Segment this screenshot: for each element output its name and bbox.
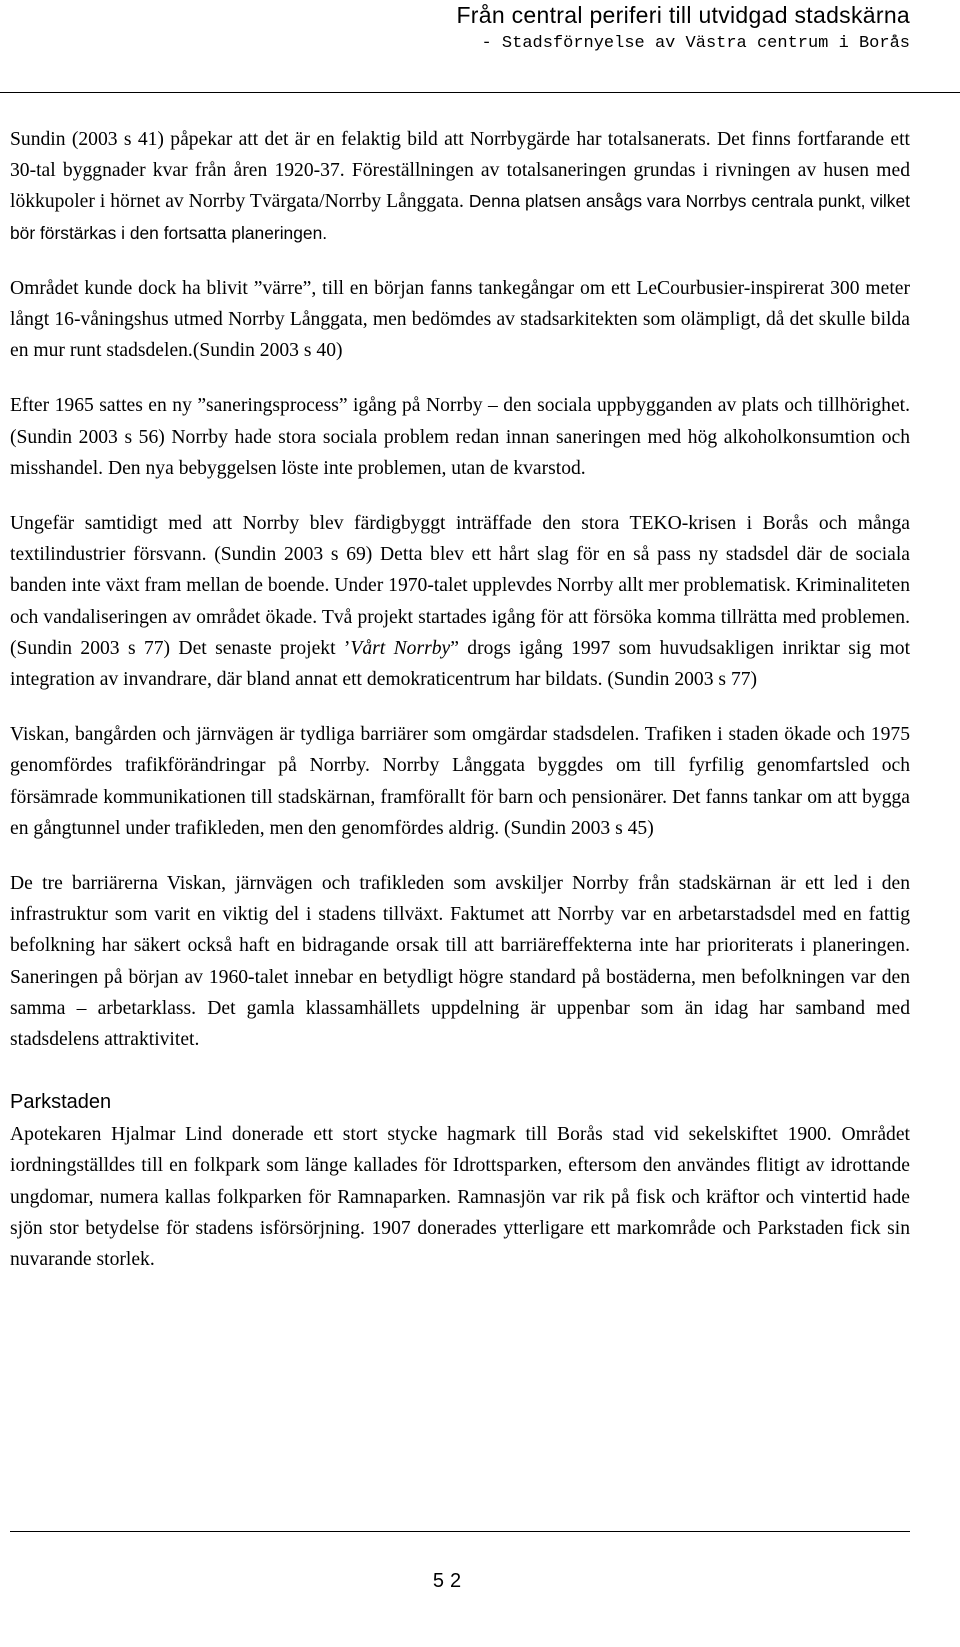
document-subtitle: - Stadsförnyelse av Västra centrum i Borås: [481, 34, 910, 53]
paragraph-teko-krisen: [10, 508, 910, 695]
document-title: Från central periferi till utvidgad stadskärna: [456, 2, 910, 28]
section-heading-parkstaden: Parkstaden: [10, 1091, 112, 1114]
page-header: [0, 0, 960, 96]
paragraph-sundin-totalsanering: [10, 124, 910, 249]
paragraph-parkstaden: Apotekaren Hjalmar Lind donerade ett stort stycke hagmark till Borås stad vid sekelskiftet 1900. Området iordningställdes till en folkpark som länge kallades för Idrottsparken, eftersom den användes flitigt av idrottande ungdomar, numera kallas folkparken för Ramnaparken. Ramnasjön var rik på fisk och kräftor och vintertid hade sjön stor betydelse för stadens isförsörjning. 1907 donerades ytterligare ett markområde och Parkstaden fick sin nuvarande storlek.: [10, 1124, 910, 1271]
paragraph-text: Ungefär samtidigt med att Norrby blev färdigbyggt inträffade den stora TEKO-krisen i Borås och många textilindustrier försvann. (Sundin 2003 s 69) Detta blev ett hårt slag för en så pass ny stadsdel där de sociala banden inte växt fram mellan de boende. Under 1970-talet upplevdes Norrby allt mer problematisk. Kriminaliteten och vandaliseringen av området ökade. Två projekt startades igång för att försöka komma tillrätta med problemen. (Sundin 2003 s 77) Det senaste projekt ’: [10, 513, 910, 659]
paragraph-text: ” drogs igång 1997 som huvudsakligen inriktar sig mot integration av invandrare, där bland annat ett demokraticentrum har bildats. (Sundin 2003 s 77): [10, 637, 911, 691]
paragraph-tre-barriarer: De tre barriärerna Viskan, järnvägen och trafikleden som avskiljer Norrby från stadskärnan är ett led i den infrastruktur som varit en viktig del i stadens tillväxt. Faktumet att Norrby var en arbetarstadsdel med en fattig befolkning har säkert också haft en bidragande orsak till att barriäreffekterna inte har prioriterats i planeringen. Saneringen på början av 1960-talet innebar en betydligt högre standard på bostäderna, men befolkningen var den samma – arbetarklass. Det gamla klassamhällets uppdelning är uppenbar som än idag har samband med stadsdelens attraktivitet.: [10, 873, 910, 1051]
page-number: 52: [432, 1570, 468, 1592]
paragraph-text-sans: Denna platsen ansågs vara Norrbys centrala punkt, vilket bör förstärkas i den fortsatta planeringen.: [10, 191, 910, 243]
header-divider: [0, 92, 960, 93]
paragraph-text: Sundin (2003 s 41) påpekar att det är en felaktig bild att Norrbygärde har totalsanerats. Det finns fortfarande ett 30-tal byggnader kvar från åren 1920-37. Föreställningen av totalsaneringen grundas i rivningen av husen med lökkupoler i hörnet av Norrby Tvärgata/Norrby Långgata.: [10, 129, 910, 213]
footer-divider: [10, 1531, 910, 1532]
paragraph-barriarer: Viskan, bangården och järnvägen är tydliga barriärer som omgärdar stadsdelen. Trafiken i staden ökade och 1975 genomfördes trafikförändringar på Norrby. Norrby Långgata byggdes om till fyrfilig genomfartsled och försämrade kommunikationen till stadskärnan, framförallt för barn och pensionärer. Det fanns tankar om att bygga en gångtunnel under trafikleden, men den genomfördes aldrig. (Sundin 2003 s 45): [10, 724, 910, 839]
project-name-italic: Vårt Norrby: [350, 637, 451, 659]
document-body: [10, 124, 910, 1299]
paragraph-saneringsprocess: Efter 1965 sattes en ny ”saneringsprocess” igång på Norrby – den sociala uppbygganden av plats och tillhörighet. (Sundin 2003 s 56) Norrby hade stora sociala problem redan innan saneringen med hög alkoholkonsumtion och misshandel. Den nya bebyggelsen löste inte problemen, utan de kvarstod.: [10, 395, 910, 479]
paragraph-lecourbusier: Området kunde dock ha blivit ”värre”, till en början fanns tankegångar om ett LeCourbusier-inspirerat 300 meter långt 16-våningshus utmed Norrby Långgata, men bedömdes av stadsarkitekten som olämpligt, då det skulle bilda en mur runt stadsdelen.(Sundin 2003 s 40): [10, 277, 910, 362]
